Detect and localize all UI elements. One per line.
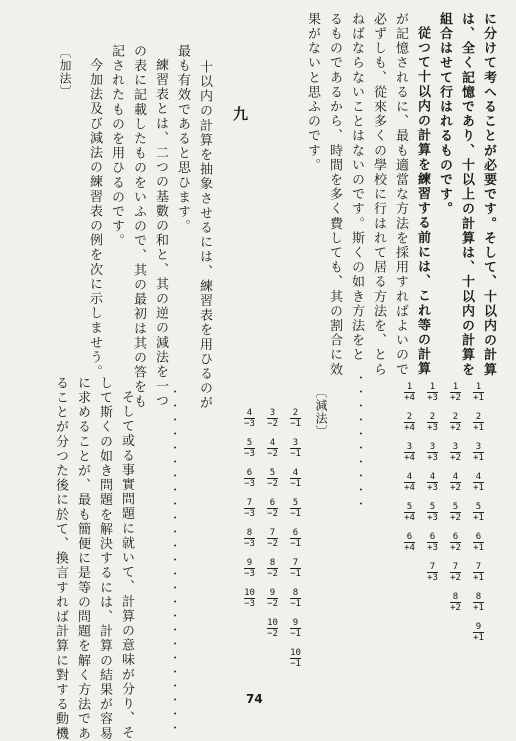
operator-operand: +3 bbox=[427, 393, 438, 403]
addition-cell bbox=[421, 438, 444, 468]
operator-operand: −3 bbox=[244, 539, 255, 549]
operand: 7 bbox=[475, 562, 482, 572]
operator-operand: +4 bbox=[404, 423, 415, 433]
operator-operand: +3 bbox=[427, 483, 438, 493]
subtraction-table bbox=[238, 404, 307, 674]
addition-cell bbox=[421, 408, 444, 438]
subtraction-cell bbox=[238, 404, 261, 434]
text-column: 十以内の計算を抽象させるには、練習表を用ひるのが bbox=[197, 60, 212, 411]
subtraction-cell bbox=[284, 614, 307, 644]
operand: 2 bbox=[429, 412, 436, 422]
subtraction-column bbox=[238, 404, 261, 674]
text-column: に分けて考へることが必要です。そして、十以内の計算 bbox=[481, 12, 496, 377]
addition-cell bbox=[421, 528, 444, 558]
operator-operand: −1 bbox=[290, 449, 301, 459]
operand: 5 bbox=[452, 502, 459, 512]
subtraction-cell bbox=[261, 584, 284, 614]
operator-operand: +1 bbox=[473, 573, 484, 583]
operand: 6 bbox=[429, 532, 436, 542]
operand: 5 bbox=[429, 502, 436, 512]
operand: 8 bbox=[452, 592, 459, 602]
addition-cell bbox=[444, 408, 467, 438]
operator-operand: −2 bbox=[267, 479, 278, 489]
operator-operand: +1 bbox=[473, 633, 484, 643]
addition-cell bbox=[467, 558, 490, 588]
subtraction-cell bbox=[238, 554, 261, 584]
text-column: 組合はせて行はれるものです。 bbox=[437, 12, 452, 217]
operator-operand: +3 bbox=[427, 573, 438, 583]
operator-operand: +1 bbox=[473, 453, 484, 463]
operator-operand: +2 bbox=[450, 603, 461, 613]
text-column: は、全く記憶であり、十以上の計算は、十以内の計算を bbox=[459, 12, 474, 377]
addition-column bbox=[398, 378, 421, 648]
subtraction-cell bbox=[238, 434, 261, 464]
operand: 1 bbox=[452, 382, 459, 392]
operand: 9 bbox=[475, 622, 482, 632]
operand: 7 bbox=[269, 528, 276, 538]
addition-column bbox=[467, 378, 490, 648]
subtraction-cell bbox=[238, 494, 261, 524]
operator-operand: −1 bbox=[290, 419, 301, 429]
operand: 5 bbox=[292, 498, 299, 508]
operand: 6 bbox=[269, 498, 276, 508]
operand: 6 bbox=[292, 528, 299, 538]
operator-operand: +4 bbox=[404, 453, 415, 463]
subtraction-cell bbox=[261, 524, 284, 554]
operator-operand: −1 bbox=[290, 599, 301, 609]
addition-cell bbox=[467, 618, 490, 648]
operator-operand: +4 bbox=[404, 393, 415, 403]
addition-label: 〔加法〕 bbox=[58, 46, 72, 98]
operator-operand: −2 bbox=[267, 509, 278, 519]
operator-operand: +2 bbox=[450, 573, 461, 583]
operand: 7 bbox=[452, 562, 459, 572]
operand: 3 bbox=[452, 442, 459, 452]
operand: 6 bbox=[452, 532, 459, 542]
operand: 10 bbox=[290, 648, 301, 658]
addition-table bbox=[398, 378, 490, 648]
text-column: ねばならないことはないのです。斯くの如き方法をと bbox=[349, 12, 364, 363]
subtraction-cell bbox=[284, 464, 307, 494]
operand: 3 bbox=[429, 442, 436, 452]
subtraction-label: 〔減法〕 bbox=[314, 386, 328, 438]
addition-cell bbox=[444, 378, 467, 408]
operand: 8 bbox=[292, 588, 299, 598]
operator-operand: +2 bbox=[450, 453, 461, 463]
operand: 4 bbox=[292, 468, 299, 478]
addition-cell bbox=[398, 468, 421, 498]
operator-operand: −2 bbox=[267, 569, 278, 579]
subtraction-cell bbox=[261, 494, 284, 524]
operand: 10 bbox=[267, 618, 278, 628]
subtraction-cell bbox=[261, 614, 284, 644]
addition-cell bbox=[444, 588, 467, 618]
text-column: の表に記載したものをいふので、其の最初は其の答をも bbox=[131, 44, 146, 409]
addition-cell bbox=[421, 558, 444, 588]
subtraction-cell bbox=[261, 434, 284, 464]
text-column: に求めることが、最も簡便に是等の問題を解く方法であ bbox=[75, 376, 90, 741]
operator-operand: −1 bbox=[290, 479, 301, 489]
operand: 1 bbox=[429, 382, 436, 392]
operator-operand: −2 bbox=[267, 449, 278, 459]
text-column: 最も有效であると思ひます。 bbox=[175, 44, 190, 234]
text-column: ることが分つた後に於て、換言すれば計算に對する動機 bbox=[53, 376, 68, 741]
operand: 8 bbox=[246, 528, 253, 538]
operator-operand: +2 bbox=[450, 393, 461, 403]
operator-operand: −1 bbox=[290, 539, 301, 549]
operand: 9 bbox=[292, 618, 299, 628]
text-column: 今加法及び減法の練習表の例を次に示しませう。 bbox=[87, 58, 102, 380]
operand: 6 bbox=[246, 468, 253, 478]
subtraction-cell bbox=[284, 434, 307, 464]
text-column: 従つて十以内の計算を練習する前には、これ等の計算 bbox=[415, 26, 430, 377]
operator-operand: +3 bbox=[427, 513, 438, 523]
operator-operand: +4 bbox=[404, 483, 415, 493]
addition-cell bbox=[398, 408, 421, 438]
subtraction-cell bbox=[284, 404, 307, 434]
subtraction-cell bbox=[284, 644, 307, 674]
operand: 3 bbox=[406, 442, 413, 452]
addition-cell bbox=[421, 468, 444, 498]
operand: 3 bbox=[269, 408, 276, 418]
subtraction-cell bbox=[238, 524, 261, 554]
operand: 1 bbox=[475, 382, 482, 392]
operand: 5 bbox=[475, 502, 482, 512]
dotted-separator: ・・・・・・・・・・・・・・・・・・・・・・・・・ bbox=[168, 386, 181, 736]
addition-cell bbox=[467, 468, 490, 498]
addition-cell bbox=[467, 438, 490, 468]
operand: 4 bbox=[406, 472, 413, 482]
operand: 3 bbox=[292, 438, 299, 448]
operator-operand: −3 bbox=[244, 569, 255, 579]
operator-operand: −1 bbox=[290, 509, 301, 519]
operand: 7 bbox=[429, 562, 436, 572]
operand: 9 bbox=[269, 588, 276, 598]
addition-cell bbox=[444, 498, 467, 528]
operator-operand: +4 bbox=[404, 543, 415, 553]
operator-operand: +2 bbox=[450, 513, 461, 523]
operator-operand: −3 bbox=[244, 419, 255, 429]
addition-cell bbox=[444, 468, 467, 498]
addition-column bbox=[444, 378, 467, 648]
operator-operand: −3 bbox=[244, 479, 255, 489]
subtraction-cell bbox=[261, 554, 284, 584]
operator-operand: −1 bbox=[290, 629, 301, 639]
addition-cell bbox=[398, 378, 421, 408]
subtraction-cell bbox=[284, 554, 307, 584]
operand: 4 bbox=[429, 472, 436, 482]
text-column: 練習表とは、二つの基數の和と、其の逆の減法を一つ bbox=[153, 58, 168, 409]
operator-operand: −3 bbox=[244, 509, 255, 519]
subtraction-cell bbox=[261, 404, 284, 434]
addition-cell bbox=[444, 558, 467, 588]
text-column: して斯くの如き問題を解決するには、計算の結果が容易 bbox=[97, 376, 112, 741]
operator-operand: −2 bbox=[267, 629, 278, 639]
subtraction-cell bbox=[238, 464, 261, 494]
operand: 4 bbox=[269, 438, 276, 448]
addition-cell bbox=[421, 378, 444, 408]
operator-operand: +1 bbox=[473, 543, 484, 553]
operand: 2 bbox=[452, 412, 459, 422]
operator-operand: +1 bbox=[473, 423, 484, 433]
addition-cell bbox=[398, 498, 421, 528]
operator-operand: +1 bbox=[473, 603, 484, 613]
operand: 2 bbox=[292, 408, 299, 418]
operator-operand: −1 bbox=[290, 569, 301, 579]
operator-operand: +1 bbox=[473, 483, 484, 493]
addition-column bbox=[421, 378, 444, 648]
operator-operand: +4 bbox=[404, 513, 415, 523]
dotted-separator: ・・・・・・・・・・ bbox=[354, 372, 367, 512]
operator-operand: −3 bbox=[244, 599, 255, 609]
operand: 3 bbox=[475, 442, 482, 452]
operator-operand: −2 bbox=[267, 599, 278, 609]
operator-operand: +3 bbox=[427, 543, 438, 553]
operand: 1 bbox=[406, 382, 413, 392]
operator-operand: +1 bbox=[473, 513, 484, 523]
addition-cell bbox=[467, 528, 490, 558]
text-column: 果がないと思ふのです。 bbox=[305, 12, 320, 173]
operator-operand: +3 bbox=[427, 423, 438, 433]
operator-operand: +2 bbox=[450, 543, 461, 553]
text-column: そして或る事實問題に就いて、計算の意味が分り、そ bbox=[119, 390, 134, 741]
addition-cell bbox=[467, 498, 490, 528]
operator-operand: +1 bbox=[473, 393, 484, 403]
operand: 6 bbox=[406, 532, 413, 542]
addition-cell bbox=[467, 378, 490, 408]
subtraction-cell bbox=[238, 584, 261, 614]
operand: 8 bbox=[475, 592, 482, 602]
text-column: が記憶されるに、最も適當な方法を採用すればよいので bbox=[393, 12, 408, 377]
text-column: 記されたものを用ひるのです。 bbox=[109, 44, 124, 249]
operator-operand: −2 bbox=[267, 419, 278, 429]
operand: 5 bbox=[406, 502, 413, 512]
operand: 4 bbox=[475, 472, 482, 482]
operand: 4 bbox=[452, 472, 459, 482]
subtraction-cell bbox=[284, 494, 307, 524]
operator-operand: +3 bbox=[427, 453, 438, 463]
operator-operand: −2 bbox=[267, 539, 278, 549]
operand: 5 bbox=[246, 438, 253, 448]
operand: 2 bbox=[475, 412, 482, 422]
page-number: 74 bbox=[246, 692, 263, 706]
operator-operand: +2 bbox=[450, 483, 461, 493]
operand: 8 bbox=[269, 558, 276, 568]
addition-cell bbox=[444, 528, 467, 558]
subtraction-column bbox=[261, 404, 284, 674]
operand: 7 bbox=[292, 558, 299, 568]
operand: 9 bbox=[246, 558, 253, 568]
text-column: 必ずしも、從來多くの學校に行はれて居る方法を、とら bbox=[371, 12, 386, 377]
text-column: るものであるから、時間を多く費しても、其の割合に效 bbox=[327, 12, 342, 377]
addition-cell bbox=[398, 528, 421, 558]
operator-operand: −3 bbox=[244, 449, 255, 459]
addition-cell bbox=[467, 588, 490, 618]
operand: 6 bbox=[475, 532, 482, 542]
operand: 5 bbox=[269, 468, 276, 478]
addition-cell bbox=[444, 438, 467, 468]
subtraction-column bbox=[284, 404, 307, 674]
operator-operand: +2 bbox=[450, 423, 461, 433]
addition-cell bbox=[467, 408, 490, 438]
addition-cell bbox=[398, 438, 421, 468]
operand: 2 bbox=[406, 412, 413, 422]
addition-cell bbox=[421, 498, 444, 528]
operand: 4 bbox=[246, 408, 253, 418]
subtraction-cell bbox=[261, 464, 284, 494]
subtraction-cell bbox=[284, 524, 307, 554]
subtraction-cell bbox=[284, 584, 307, 614]
section-number: 九 bbox=[231, 106, 249, 121]
operator-operand: −1 bbox=[290, 659, 301, 669]
operand: 7 bbox=[246, 498, 253, 508]
operand: 10 bbox=[244, 588, 255, 598]
